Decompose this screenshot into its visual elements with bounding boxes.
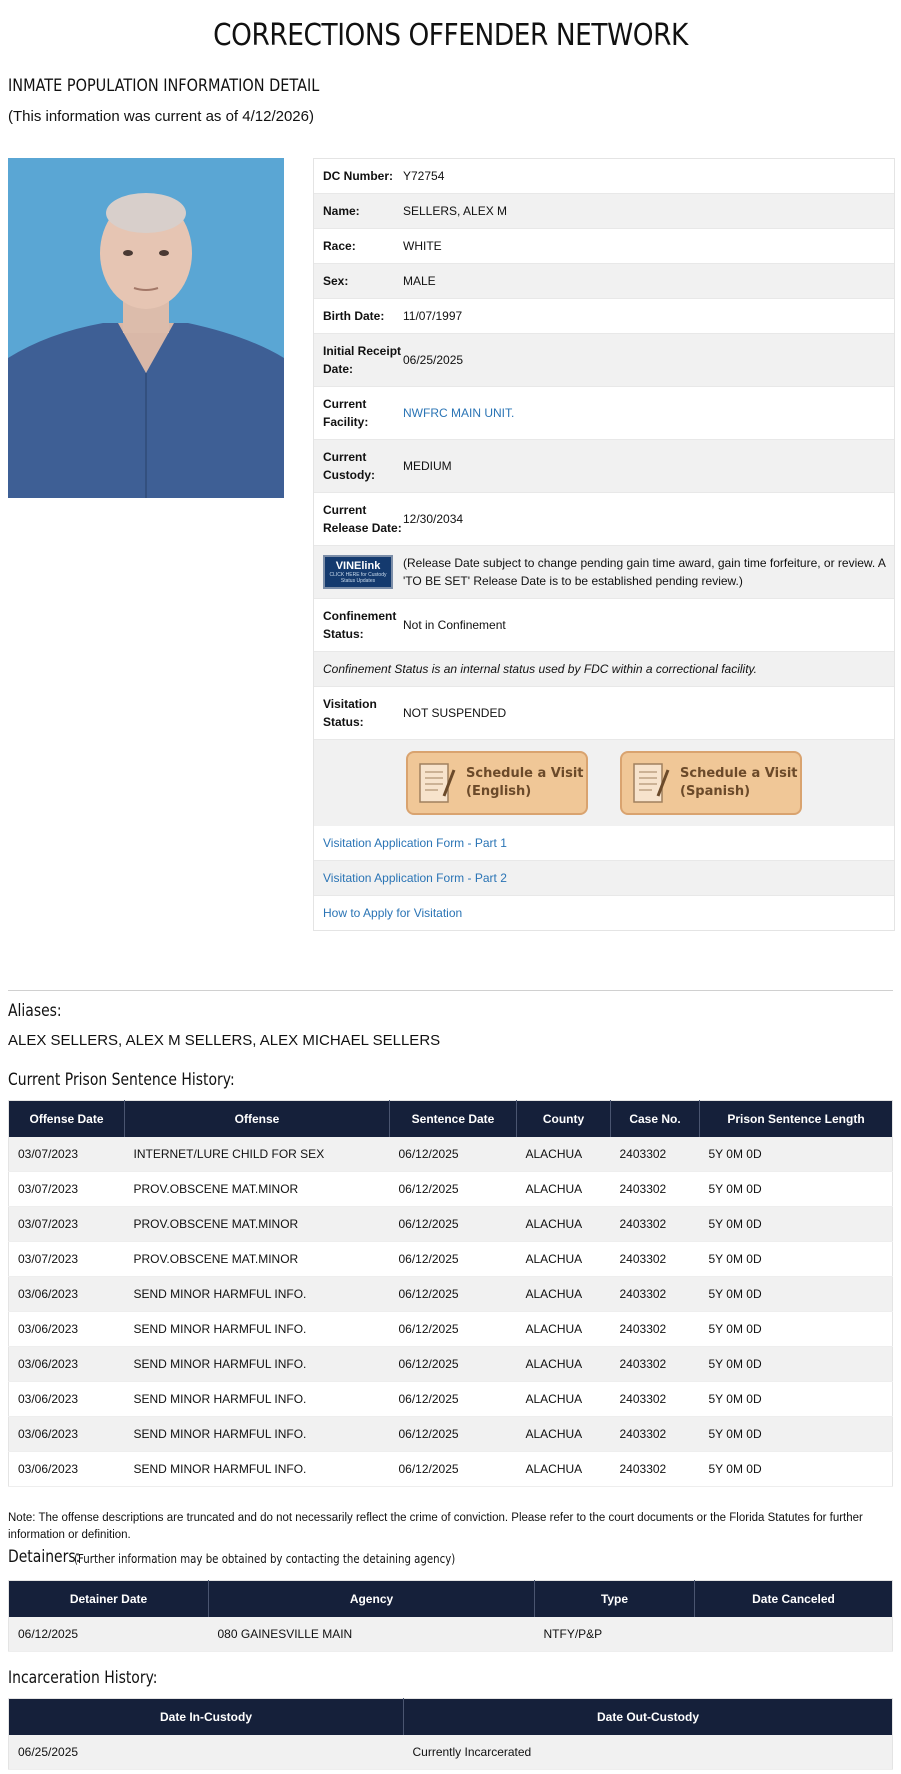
visitation-row [314,687,894,740]
incarceration-heading: Incarceration History: [8,1668,158,1688]
spanish-line1: Schedule a Visit [680,766,798,781]
table-cell: 2403302 [611,1207,700,1242]
table-cell: ALACHUA [517,1417,611,1452]
race-label: Race: [323,239,356,253]
detainers-table [8,1580,893,1652]
table-cell: 03/07/2023 [9,1207,125,1242]
table-cell: 2403302 [611,1172,700,1207]
table-cell: SEND MINOR HARMFUL INFO. [125,1452,390,1487]
offense-note: Note: The offense descriptions are truncated and do not necessarily reflect the crime of conviction. Please refer to the court documents or the Florida Statutes for further information or definition. [8,1512,863,1541]
column-header: Agency [209,1581,535,1618]
table-row [9,1617,893,1652]
aliases-value: ALEX SELLERS, ALEX M SELLERS, ALEX MICHAEL SELLERS [8,1032,441,1049]
table-row [9,1735,893,1770]
birth-date-label: Birth Date: [323,309,385,323]
table-row [9,1242,893,1277]
current-as-of: (This information was current as of 4/12/2026) [8,108,314,125]
table-row [9,1172,893,1207]
initial-receipt-row [314,334,894,387]
visitation-form-part2-link[interactable]: Visitation Application Form - Part 2 [323,871,507,885]
table-cell: 06/12/2025 [390,1347,517,1382]
vine-row [314,546,894,599]
visitation-form-part1-link[interactable]: Visitation Application Form - Part 1 [323,836,507,850]
birth-date-row [314,299,894,334]
aliases-heading: Aliases: [8,1001,62,1021]
column-header: Type [535,1581,695,1618]
column-header: Offense Date [9,1101,125,1138]
divider [8,990,893,991]
column-header: Detainer Date [9,1581,209,1618]
how-to-apply-link[interactable]: How to Apply for Visitation [323,906,463,920]
table-row [9,1137,893,1172]
table-cell: 5Y 0M 0D [700,1172,893,1207]
spanish-line2: (Spanish) [680,784,751,799]
facility-link[interactable]: NWFRC MAIN UNIT. [403,406,515,420]
vinelink-sub: CLICK HERE for Custody Status Updates [329,572,387,584]
birth-date-value: 11/07/1997 [403,309,463,323]
page-subtitle: INMATE POPULATION INFORMATION DETAIL [8,76,320,96]
table-cell: 2403302 [611,1417,700,1452]
detainers-heading: Detainers: [8,1547,81,1567]
table-cell: 5Y 0M 0D [700,1277,893,1312]
table-cell: SEND MINOR HARMFUL INFO. [125,1347,390,1382]
table-cell: 5Y 0M 0D [700,1312,893,1347]
table-cell: 03/06/2023 [9,1347,125,1382]
table-cell: ALACHUA [517,1172,611,1207]
table-cell: 06/12/2025 [390,1207,517,1242]
column-header: Date Out-Custody [404,1699,893,1736]
table-cell: 5Y 0M 0D [700,1382,893,1417]
table-cell: 2403302 [611,1242,700,1277]
table-cell: 06/12/2025 [390,1452,517,1487]
table-cell: ALACHUA [517,1242,611,1277]
table-cell: PROV.OBSCENE MAT.MINOR [125,1207,390,1242]
facility-label: Current Facility: [323,397,369,429]
column-header: County [517,1101,611,1138]
table-cell: 03/06/2023 [9,1417,125,1452]
table-cell: ALACHUA [517,1452,611,1487]
sentence-header-row [9,1101,893,1138]
column-header: Prison Sentence Length [700,1101,893,1138]
table-cell: Currently Incarcerated [404,1735,893,1770]
schedule-visit-english-button[interactable] [406,751,588,815]
sex-label: Sex: [323,274,349,288]
table-cell: ALACHUA [517,1137,611,1172]
table-cell: PROV.OBSCENE MAT.MINOR [125,1242,390,1277]
dc-number-row [314,159,894,194]
vinelink-logo: VINElink [335,560,381,572]
facility-row [314,387,894,440]
table-cell: 06/12/2025 [9,1617,209,1652]
table-cell: 06/12/2025 [390,1277,517,1312]
custody-value: MEDIUM [403,459,452,473]
table-cell: INTERNET/LURE CHILD FOR SEX [125,1137,390,1172]
name-label: Name: [323,204,360,218]
table-row [9,1417,893,1452]
confinement-note: Confinement Status is an internal status used by FDC within a correctional facility. [323,662,757,676]
incarceration-table [8,1698,893,1770]
table-cell: 080 GAINESVILLE MAIN [209,1617,535,1652]
schedule-visit-buttons [314,740,894,826]
name-value: SELLERS, ALEX M [403,204,508,218]
table-cell: 06/12/2025 [390,1172,517,1207]
release-value: 12/30/2034 [403,512,464,526]
table-cell: 2403302 [611,1312,700,1347]
table-cell: 06/12/2025 [390,1417,517,1452]
table-cell: 06/12/2025 [390,1137,517,1172]
table-row [9,1452,893,1487]
detainers-subheading: (Further information may be obtained by contacting the detaining agency) [74,1552,456,1566]
race-value: WHITE [403,239,442,253]
table-cell: 5Y 0M 0D [700,1137,893,1172]
visitation-label: Visitation Status: [323,697,377,729]
sex-row [314,264,894,299]
dc-number-label: DC Number: [323,169,394,183]
table-cell: ALACHUA [517,1277,611,1312]
confinement-note-row [314,652,894,687]
inmate-photo [8,158,284,498]
race-row [314,229,894,264]
table-cell: PROV.OBSCENE MAT.MINOR [125,1172,390,1207]
inmate-detail-table [313,158,895,931]
table-cell: ALACHUA [517,1347,611,1382]
dc-number-value: Y72754 [403,169,445,183]
table-cell: 5Y 0M 0D [700,1347,893,1382]
initial-receipt-value: 06/25/2025 [403,353,464,367]
table-cell: 06/25/2025 [9,1735,404,1770]
table-row [9,1312,893,1347]
column-header: Case No. [611,1101,700,1138]
table-cell: NTFY/P&P [535,1617,695,1652]
table-cell: 2403302 [611,1277,700,1312]
column-header: Date Canceled [695,1581,893,1618]
table-cell: 5Y 0M 0D [700,1452,893,1487]
table-cell: SEND MINOR HARMFUL INFO. [125,1382,390,1417]
table-cell: 5Y 0M 0D [700,1417,893,1452]
table-cell: ALACHUA [517,1312,611,1347]
table-cell: ALACHUA [517,1382,611,1417]
column-header: Sentence Date [390,1101,517,1138]
column-header: Offense [125,1101,390,1138]
column-header: Date In-Custody [9,1699,404,1736]
incarceration-header-row [9,1699,893,1736]
schedule-visit-spanish-button[interactable] [620,751,802,815]
sex-value: MALE [403,274,436,288]
vinelink-button[interactable] [323,555,393,589]
table-cell: 06/12/2025 [390,1382,517,1417]
english-line1: Schedule a Visit [466,766,584,781]
table-cell: 06/12/2025 [390,1312,517,1347]
table-cell: ALACHUA [517,1207,611,1242]
table-cell: 2403302 [611,1382,700,1417]
table-cell: 5Y 0M 0D [700,1207,893,1242]
table-cell: SEND MINOR HARMFUL INFO. [125,1417,390,1452]
table-cell: 03/06/2023 [9,1312,125,1347]
english-line2: (English) [466,784,532,799]
table-row [9,1347,893,1382]
table-cell: 03/06/2023 [9,1382,125,1417]
release-note: (Release Date subject to change pending gain time award, gain time forfeiture, or review. A 'TO BE SET' Release Date is to be established pending review.) [403,556,886,588]
table-cell: 03/07/2023 [9,1242,125,1277]
table-cell: 03/06/2023 [9,1277,125,1312]
table-cell: 03/07/2023 [9,1137,125,1172]
name-row [314,194,894,229]
table-cell: 06/12/2025 [390,1242,517,1277]
table-cell: 2403302 [611,1137,700,1172]
initial-receipt-label: Initial Receipt Date: [323,344,402,376]
form-pencil-icon [632,760,670,806]
confinement-value: Not in Confinement [403,618,506,632]
table-row [9,1207,893,1242]
custody-row [314,440,894,493]
release-row [314,493,894,546]
table-cell [695,1617,893,1652]
table-row [9,1382,893,1417]
detainers-header-row [9,1581,893,1618]
visitation-value: NOT SUSPENDED [403,706,507,720]
table-cell: 03/07/2023 [9,1172,125,1207]
table-cell: 2403302 [611,1347,700,1382]
table-row [9,1277,893,1312]
table-cell: SEND MINOR HARMFUL INFO. [125,1312,390,1347]
form-pencil-icon [418,760,456,806]
table-cell: 2403302 [611,1452,700,1487]
release-label: Current Release Date: [323,503,402,535]
table-cell: 03/06/2023 [9,1452,125,1487]
sentence-heading: Current Prison Sentence History: [8,1070,235,1090]
confinement-row [314,599,894,652]
custody-label: Current Custody: [323,450,375,482]
table-cell: SEND MINOR HARMFUL INFO. [125,1277,390,1312]
page-title: CORRECTIONS OFFENDER NETWORK [213,18,688,53]
sentence-table [8,1100,893,1487]
table-cell: 5Y 0M 0D [700,1242,893,1277]
confinement-label: Confinement Status: [323,609,397,641]
